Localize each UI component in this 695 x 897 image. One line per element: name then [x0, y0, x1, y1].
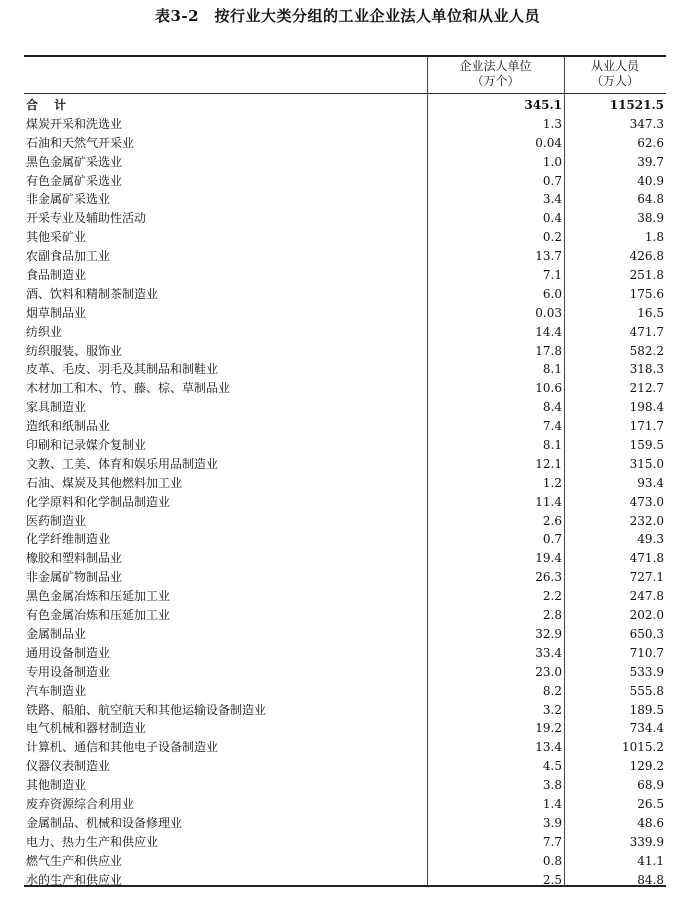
- industry-name: 其他采矿业: [26, 230, 87, 245]
- industry-name: 电力、热力生产和供应业: [26, 834, 159, 849]
- industry-name: 金属制品、机械和设备修理业: [26, 815, 183, 830]
- employees-value: 159.5: [629, 438, 664, 453]
- employees-value: 84.8: [637, 872, 664, 887]
- industry-name: 石油和天然气开采业: [26, 135, 135, 150]
- industry-name: 非金属矿物制品业: [26, 570, 123, 585]
- table-row: [24, 209, 666, 228]
- units-value: 1.4: [542, 796, 562, 811]
- industry-name: 开采专业及辅助性活动: [26, 211, 147, 226]
- header-employees-label: 从业人员: [590, 59, 639, 73]
- employees-value: 582.2: [629, 343, 664, 358]
- industry-name: 黑色金属矿采选业: [26, 154, 123, 169]
- employees-value: 251.8: [629, 268, 664, 283]
- industry-name: 农副食品加工业: [26, 249, 111, 264]
- units-value: 4.5: [542, 759, 562, 774]
- units-value: 3.8: [542, 778, 562, 793]
- employees-value: 650.3: [629, 626, 664, 641]
- table-row: [24, 474, 666, 493]
- industry-name: 通用设备制造业: [26, 645, 111, 660]
- employees-value: 175.6: [629, 286, 664, 301]
- units-value: 2.8: [542, 608, 562, 623]
- table-row: [24, 134, 666, 153]
- employees-value: 1015.2: [622, 740, 664, 755]
- table-title: 表3-2 按行业大类分组的工业企业法人单位和从业人员: [154, 7, 541, 25]
- employees-value: 38.9: [637, 211, 664, 226]
- units-value: 19.4: [535, 551, 562, 566]
- table-row: [24, 115, 666, 134]
- employees-value: 129.2: [629, 759, 664, 774]
- table-row: [24, 190, 666, 209]
- units-value: 345.1: [524, 98, 562, 112]
- units-value: 8.1: [542, 438, 562, 453]
- units-value: 33.4: [535, 645, 562, 660]
- table-row: [24, 701, 666, 720]
- industry-name: 水的生产和供应业: [26, 872, 123, 887]
- industry-name: 煤炭开采和洗选业: [26, 116, 123, 131]
- table-row: [24, 493, 666, 512]
- industry-name: 化学纤维制造业: [26, 532, 111, 547]
- units-value: 11.4: [535, 494, 562, 509]
- table-row: [24, 625, 666, 644]
- industry-name: 食品制造业: [26, 268, 87, 283]
- employees-value: 171.7: [629, 419, 664, 434]
- industry-name: 造纸和纸制品业: [26, 419, 111, 434]
- header-employees: [564, 55, 666, 93]
- table-row: [24, 285, 666, 304]
- units-value: 0.8: [542, 853, 562, 868]
- employees-value: 471.7: [629, 324, 664, 339]
- employees-value: 232.0: [629, 513, 664, 528]
- industry-name: 石油、煤炭及其他燃料加工业: [26, 475, 183, 490]
- table-row: [24, 852, 666, 871]
- industry-name: 仪器仪表制造业: [26, 759, 111, 774]
- industry-name: 非金属矿采选业: [26, 192, 111, 207]
- industry-name: 皮革、毛皮、羽毛及其制品和制鞋业: [26, 362, 219, 377]
- units-value: 13.4: [535, 740, 562, 755]
- units-value: 14.4: [535, 324, 562, 339]
- table-row: [24, 719, 666, 738]
- industry-name: 金属制品业: [26, 626, 87, 641]
- employees-value: 64.8: [637, 192, 664, 207]
- table-row: [24, 153, 666, 172]
- employees-value: 202.0: [629, 608, 664, 623]
- employees-value: 93.4: [637, 475, 664, 490]
- employees-value: 68.9: [637, 778, 664, 793]
- industry-name: 合 计: [26, 98, 73, 112]
- table-row: [24, 606, 666, 625]
- header-employees-unit: （万人）: [590, 74, 639, 88]
- industry-name: 计算机、通信和其他电子设备制造业: [26, 740, 219, 755]
- employees-value: 189.5: [629, 702, 664, 717]
- employees-value: 347.3: [629, 116, 664, 131]
- units-value: 2.5: [542, 872, 562, 887]
- employees-value: 11521.5: [609, 98, 664, 112]
- units-value: 7.4: [542, 419, 562, 434]
- units-value: 1.0: [542, 154, 562, 169]
- table-row: [24, 266, 666, 285]
- units-value: 3.4: [542, 192, 562, 207]
- units-value: 2.6: [542, 513, 562, 528]
- table-row: [24, 587, 666, 606]
- employees-value: 426.8: [629, 249, 664, 264]
- table-row: [24, 398, 666, 417]
- industry-name: 黑色金属冶炼和压延加工业: [26, 589, 171, 604]
- table-body: [24, 96, 666, 889]
- industry-name: 化学原料和化学制品制造业: [26, 494, 171, 509]
- units-value: 26.3: [535, 570, 562, 585]
- header-units-label: 企业法人单位: [459, 59, 532, 73]
- industry-name: 电气机械和器材制造业: [26, 721, 147, 736]
- employees-value: 198.4: [629, 400, 664, 415]
- table-row: [24, 379, 666, 398]
- units-value: 10.6: [535, 381, 562, 396]
- table-row: [24, 436, 666, 455]
- units-value: 1.2: [542, 475, 562, 490]
- units-value: 0.4: [542, 211, 562, 226]
- industry-name: 纺织服装、服饰业: [26, 343, 123, 358]
- table-row: [24, 228, 666, 247]
- header-units: [427, 55, 564, 93]
- employees-value: 26.5: [637, 796, 664, 811]
- employees-value: 533.9: [629, 664, 664, 679]
- employees-value: 16.5: [637, 305, 664, 320]
- table-row: [24, 682, 666, 701]
- industry-name: 印刷和记录媒介复制业: [26, 438, 147, 453]
- employees-value: 339.9: [629, 834, 664, 849]
- table-row: [24, 417, 666, 436]
- industry-name: 汽车制造业: [26, 683, 87, 698]
- header-rule: [24, 93, 666, 94]
- employees-value: 471.8: [629, 551, 664, 566]
- table-row: [24, 757, 666, 776]
- employees-value: 40.9: [637, 173, 664, 188]
- table-row: [24, 323, 666, 342]
- units-value: 13.7: [535, 249, 562, 264]
- employees-value: 727.1: [629, 570, 664, 585]
- units-value: 1.3: [542, 116, 562, 131]
- industry-name: 烟草制品业: [26, 305, 87, 320]
- units-value: 7.7: [542, 834, 562, 849]
- units-value: 17.8: [535, 343, 562, 358]
- units-value: 6.0: [542, 286, 562, 301]
- table-row: [24, 738, 666, 757]
- table-row: [24, 455, 666, 474]
- employees-value: 247.8: [629, 589, 664, 604]
- table-row: [24, 304, 666, 323]
- employees-value: 49.3: [637, 532, 664, 547]
- employees-value: 212.7: [629, 381, 664, 396]
- table-row: [24, 776, 666, 795]
- industry-name: 文教、工美、体育和娱乐用品制造业: [26, 456, 219, 471]
- table-row: [24, 644, 666, 663]
- industry-name: 其他制造业: [26, 778, 87, 793]
- units-value: 8.2: [542, 683, 562, 698]
- table-row: [24, 549, 666, 568]
- industry-name: 有色金属冶炼和压延加工业: [26, 608, 171, 623]
- table-row: [24, 795, 666, 814]
- table-row: [24, 172, 666, 191]
- employees-value: 473.0: [629, 494, 664, 509]
- units-value: 3.2: [542, 702, 562, 717]
- units-value: 0.04: [535, 135, 562, 150]
- industry-name: 酒、饮料和精制茶制造业: [26, 286, 159, 301]
- industry-name: 燃气生产和供应业: [26, 853, 123, 868]
- table-row: [24, 247, 666, 266]
- units-value: 8.1: [542, 362, 562, 377]
- employees-value: 62.6: [637, 135, 664, 150]
- table-row: [24, 530, 666, 549]
- table-row: [24, 871, 666, 890]
- units-value: 0.2: [542, 230, 562, 245]
- employees-value: 41.1: [637, 853, 664, 868]
- table-row: [24, 814, 666, 833]
- industry-name: 铁路、船舶、航空航天和其他运输设备制造业: [26, 702, 267, 717]
- employees-value: 39.7: [637, 154, 664, 169]
- units-value: 32.9: [535, 626, 562, 641]
- table-row: [24, 833, 666, 852]
- units-value: 7.1: [542, 268, 562, 283]
- units-value: 8.4: [542, 400, 562, 415]
- units-value: 12.1: [535, 456, 562, 471]
- units-value: 23.0: [535, 664, 562, 679]
- industry-name: 纺织业: [26, 324, 63, 339]
- units-value: 2.2: [542, 589, 562, 604]
- table-row: [24, 512, 666, 531]
- table-row: [24, 360, 666, 379]
- units-value: 3.9: [542, 815, 562, 830]
- units-value: 0.7: [542, 173, 562, 188]
- table-row: [24, 342, 666, 361]
- table-row: [24, 568, 666, 587]
- employees-value: 318.3: [629, 362, 664, 377]
- employees-value: 734.4: [629, 721, 664, 736]
- employees-value: 555.8: [629, 683, 664, 698]
- industry-name: 医药制造业: [26, 513, 87, 528]
- industry-name: 有色金属矿采选业: [26, 173, 123, 188]
- industry-name: 废弃资源综合利用业: [26, 796, 135, 811]
- units-value: 0.03: [535, 305, 562, 320]
- units-value: 19.2: [535, 721, 562, 736]
- employees-value: 710.7: [629, 645, 664, 660]
- total-row: [24, 96, 666, 115]
- employees-value: 1.8: [644, 230, 664, 245]
- industry-name: 木材加工和木、竹、藤、棕、草制品业: [26, 381, 231, 396]
- table-row: [24, 663, 666, 682]
- units-value: 0.7: [542, 532, 562, 547]
- industry-name: 橡胶和塑料制品业: [26, 551, 123, 566]
- industry-name: 家具制造业: [26, 400, 87, 415]
- employees-value: 48.6: [637, 815, 664, 830]
- employees-value: 315.0: [629, 456, 664, 471]
- header-units-unit: （万个）: [471, 74, 520, 88]
- industry-name: 专用设备制造业: [26, 664, 111, 679]
